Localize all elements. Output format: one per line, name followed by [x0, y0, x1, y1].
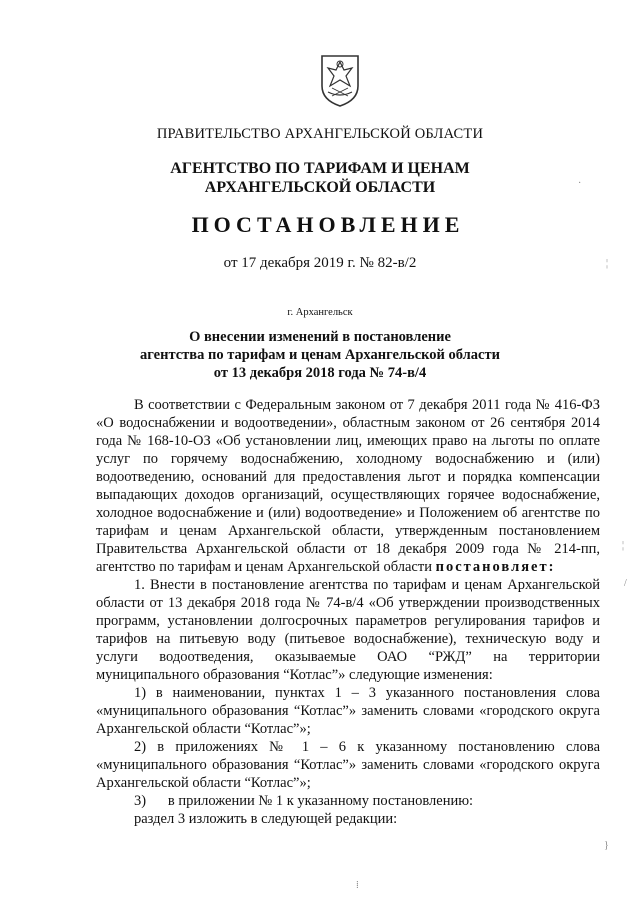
preamble-text: В соответствии с Федеральным законом от 7 декабря 2011 года № 416-ФЗ «О водоснабжении и водоотведении», областным законом от 26 сентября 2014 года № 168-10-ОЗ «Об установлении лиц, имеющих право на льготы по оплате услуг по горячему водоснабжению, холодному водоснабжению и (или) водоотведению, оснований для предоставления льгот и порядка компенсации выпадающих доходов организаций, осуществляющих горячее водоснабжение, холодное водоснабжение и (или) водоотведение» и Положением об агентстве по тарифам и ценам Архангельской области, утвержденным постановлением Правительства Архангельской области от 18 декабря 2009 года № 214-пп, агентство по тарифам и ценам Архангельской области — [96, 397, 600, 575]
subitem-3-continuation: раздел 3 изложить в следующей редакции: — [134, 811, 398, 827]
subitem-3-text: в приложении № 1 к указанному постановлению: — [167, 793, 474, 809]
scan-speck: / — [624, 578, 627, 589]
scan-speck: ¦ — [622, 540, 625, 551]
preamble-paragraph — [96, 396, 600, 576]
agency-name-line2: АРХАНГЕЛЬСКОЙ ОБЛАСТИ — [204, 179, 436, 196]
document-city: г. Архангельск — [287, 307, 353, 318]
document-type-title: ПОСТАНОВЛЕНИЕ — [191, 212, 465, 237]
document-body — [96, 396, 600, 828]
item-1-paragraph: 1. Внести в постановление агентства по тарифам и ценам Архангельской области от 13 декабря 2018 года № 74-в/4 «Об утверждении производственных программ, установлении долгосрочных параметров регулирования тарифов и тарифов на питьевую воду (питьевое водоснабжение), техническую воду и услуги водоотведения, оказываемые ОАО “РЖД” на территории муниципального образования “Котлас”» следующие изменения: — [96, 577, 600, 683]
subject-line2: агентства по тарифам и ценам Архангельской области — [140, 347, 500, 363]
subject-line3: от 13 декабря 2018 года № 74-в/4 — [213, 365, 427, 381]
subitem-1-paragraph: 1) в наименовании, пунктах 1 – 3 указанного постановления слова «муниципального образования “Котлас”» заменить словами «городского округа Архангельской области “Котлас”»; — [96, 685, 600, 737]
scan-speck: ⁞ — [356, 880, 359, 891]
subitem-3-paragraph — [96, 792, 600, 810]
agency-name — [0, 159, 640, 197]
scan-speck: · — [578, 178, 582, 189]
coat-of-arms-emblem — [318, 52, 362, 108]
subitem-2-paragraph: 2) в приложениях № 1 – 6 к указанному постановлению слова «муниципального образования “Котлас”» заменить словами «городского округа Архангельской области “Котлас”»; — [96, 739, 600, 791]
subitem-3-number: 3) — [134, 793, 147, 809]
agency-name-line1: АГЕНТСТВО ПО ТАРИФАМ И ЦЕНАМ — [170, 160, 470, 177]
scan-speck: } — [604, 840, 609, 851]
subject-line1: О внесении изменений в постановление — [189, 329, 451, 345]
scan-speck: ¦ — [606, 258, 609, 269]
document-date-number: от 17 декабря 2019 г. № 82-в/2 — [223, 255, 417, 271]
document-subject — [0, 328, 640, 382]
decree-word: постановляет: — [435, 559, 556, 575]
government-name: ПРАВИТЕЛЬСТВО АРХАНГЕЛЬСКОЙ ОБЛАСТИ — [156, 126, 484, 142]
